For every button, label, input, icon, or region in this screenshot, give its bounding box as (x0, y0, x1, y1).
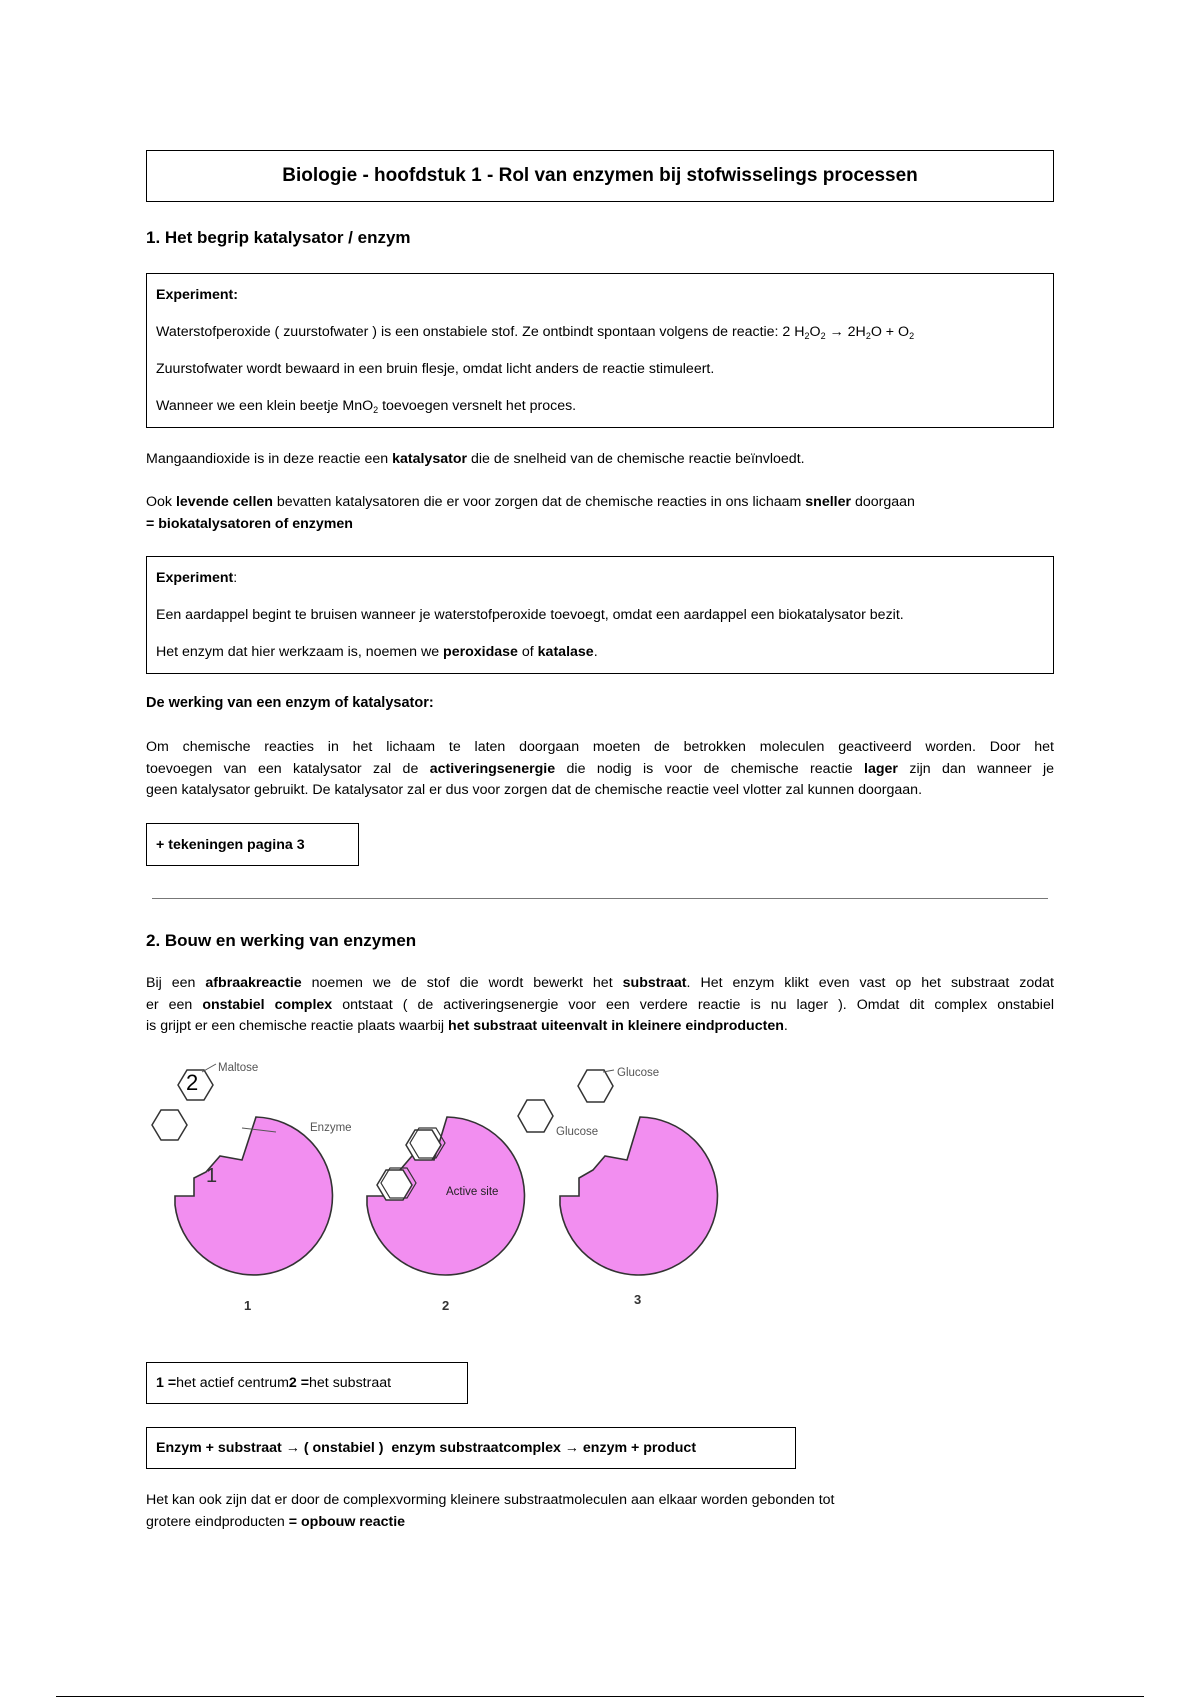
active-site-label: Active site (446, 1186, 499, 1198)
experiment-1-line-2: Zuurstofwater wordt bewaard in een bruin flesje, omdat licht anders de reactie stimuleert. (156, 361, 715, 377)
section-2-heading: 2. Bouw en werking van enzymen (146, 931, 417, 950)
maltose-hexagon-2 (152, 1110, 187, 1140)
afbraak-paragraph: Bij een afbraakreactie noemen we de stof die wordt bewerkt het substraat. Het enzym klikt even vast op het substraat zodat er een onstabiel complex ontstaat ( de activeringsenergie voor een verdere reactie is nu lager ). Omdat dit complex onstabiel is grijpt er een chemische reactie plaats waarbij het substraat uiteenvalt in kleinere eindproducten. (146, 975, 1054, 1034)
paragraph-katalysator: Mangaandioxide is in deze reactie een katalysator die de snelheid van de chemische reactie beïnvloedt. (146, 451, 805, 467)
section-1-heading: 1. Het begrip katalysator / enzym (146, 228, 411, 247)
enzyme-shape-1 (175, 1117, 332, 1275)
maltose-label: Maltose (218, 1062, 259, 1074)
experiment-2-line-2: Het enzym dat hier werkzaam is, noemen we peroxidase of katalase. (156, 644, 598, 660)
equation-text: Enzym + substraat → ( onstabiel ) enzym substraatcomplex → enzym + product (156, 1440, 697, 1456)
experiment-1-label: Experiment: (156, 287, 238, 303)
enzyme-label: Enzyme (310, 1122, 352, 1134)
glucose-hexagon-2 (518, 1100, 553, 1132)
page-bottom-rule (56, 1696, 1144, 1697)
panel-1-label: 1 (244, 1298, 252, 1313)
page-title: Biologie - hoofdstuk 1 - Rol van enzymen bij stofwisselings processen (282, 165, 918, 186)
werking-paragraph: Om chemische reacties in het lichaam te laten doorgaan moeten de betrokken moleculen geactiveerd worden. Door het toevoegen van een katalysator zal de activeringsenergie die nodig is voor de chemische reactie lager zijn dan wanneer je geen katalysator gebruikt. De katalysator zal er dus voor zorgen dat de chemische reactie veel vlotter zal kunnen doorgaan. (146, 739, 1054, 798)
opbouw-paragraph-line-1: Het kan ook zijn dat er door de complexvorming kleinere substraatmoleculen aan elkaar worden gebonden tot (146, 1492, 835, 1508)
glucose-label-2: Glucose (556, 1126, 599, 1138)
panel-2-label: 2 (442, 1298, 450, 1313)
enzyme-shape-3 (560, 1117, 717, 1275)
glucose-label-1: Glucose (617, 1067, 660, 1079)
enzyme-figure (146, 1058, 726, 1318)
legend-box: 1 = het actief centrum 2 = het substraat (146, 1362, 468, 1404)
active-site-marker: 1 (206, 1165, 218, 1187)
experiment-1-line-1: Waterstofperoxide ( zuurstofwater ) is een onstabiele stof. Ze ontbindt spontaan volgens de reactie: 2 $H_2O_2 \to 2H_2O + O_2$ (156, 324, 915, 341)
equation-box (146, 1427, 796, 1469)
experiment-box-1 (146, 273, 1054, 428)
glucose-hexagon-1 (578, 1070, 613, 1102)
panel-3-label: 3 (634, 1292, 642, 1307)
experiment-1-line-3: Wanneer we een klein beetje MnO$_2$ toevoegen versnelt het proces. (156, 398, 577, 415)
experiment-2-label: Experiment: (156, 570, 238, 586)
experiment-2-line-1: Een aardappel begint te bruisen wanneer je waterstofperoxide toevoegt, omdat een aardappel een biokatalysator bezit. (156, 607, 904, 623)
title-box (146, 150, 1054, 202)
werking-heading: De werking van een enzym of katalysator: (146, 695, 434, 711)
opbouw-paragraph-line-2: grotere eindproducten = opbouw reactie (146, 1514, 406, 1530)
tekeningen-box (146, 823, 359, 866)
tekeningen-label: + tekeningen pagina 3 (156, 836, 305, 853)
section-divider (152, 898, 1048, 899)
experiment-box-2 (146, 556, 1054, 674)
substrate-marker: 2 (186, 1070, 199, 1095)
biokatalysatoren-line: = biokatalysatoren of enzymen (146, 516, 353, 532)
enzyme-figure-svg (146, 1058, 726, 1318)
paragraph-levende-cellen: Ook levende cellen bevatten katalysatoren die er voor zorgen dat de chemische reacties in ons lichaam sneller doorgaan (146, 494, 915, 510)
